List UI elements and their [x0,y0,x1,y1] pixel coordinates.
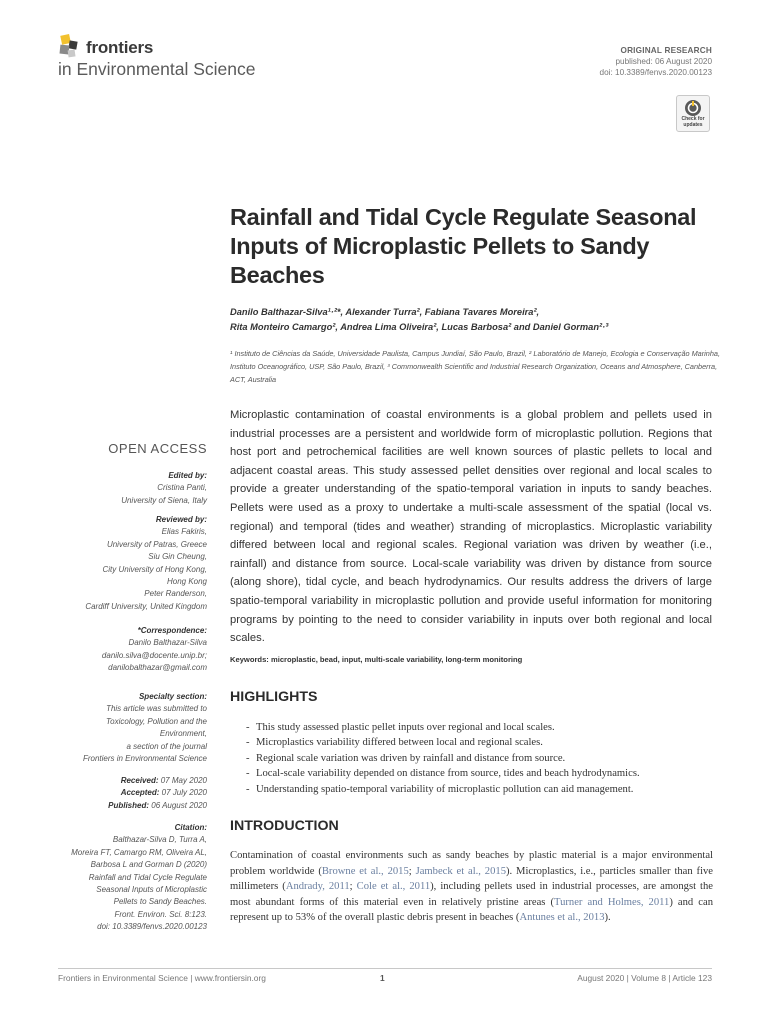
citation-link[interactable]: Browne et al., 2015 [321,865,409,877]
citation-line: Pellets to Sandy Beaches. [113,897,207,907]
citation-link[interactable]: Turner and Holmes, 2011 [554,896,670,908]
citation-block [40,822,207,934]
frontiers-logo-icon [58,34,82,60]
accepted-row [40,787,207,799]
highlight-text: Local-scale variability depended on distance from source, tides and beach hydrodynamics. [256,768,640,780]
citation-link[interactable]: Jambeck et al., 2015 [415,865,506,877]
citation-link[interactable]: Antunes et al., 2013 [519,912,605,924]
intro-text: ; [408,865,416,877]
highlight-item: - This study assessed plastic pellet inputs over regional and local scales. [246,722,555,733]
edited-by-block [40,470,207,507]
reviewer-line: Hong Kong [166,577,207,587]
citation-line: Rainfall and Tidal Cycle Regulate [88,872,207,882]
intro-text: ; [349,881,357,893]
highlight-item: - Understanding spatio-temporal variability of microplastic pollution can aid management. [246,783,634,795]
footer-journal: Frontiers in Environmental Science | www.frontiersin.org [58,973,266,983]
citation-line: Balthazar-Silva D, Turra A, [112,835,207,845]
intro-text: Contamination of coastal environments such as sandy beaches by plastic material is a major environmental problem worldwide ( [230,850,713,877]
reviewer-line: City University of Hong Kong, [102,564,207,574]
keywords-label: Keywords: [230,655,269,664]
reviewer-line: Cardiff University, United Kingdom [85,601,207,611]
correspondence-label: *Correspondence: [137,626,207,635]
article-type: ORIGINAL RESEARCH [620,46,712,55]
footer-divider [58,968,712,969]
highlights-heading: HIGHLIGHTS [230,689,318,705]
editor-line: University of Siena, Italy [121,495,207,505]
citation-line: Seasonal Inputs of Microplastic [96,885,207,895]
highlight-text: This study assessed plastic pellet inputs over regional and local scales. [256,722,555,733]
keywords [230,655,522,664]
published-date-sidebar: 06 August 2020 [151,800,207,810]
introduction-paragraph [230,848,713,926]
citation-link[interactable]: Andrady, 2011 [285,881,350,893]
published-label: Published: [108,800,150,810]
highlight-item: - Regional scale variation was driven by rainfall and distance from source. [246,752,566,764]
specialty-line: Environment, [159,729,207,739]
keywords-text: microplastic, bead, input, multi-scale variability, long-term monitoring [270,655,523,664]
published-date: published: 06 August 2020 [615,57,712,66]
editor-line: Cristina Panti, [157,483,207,493]
specialty-label: Specialty section: [138,692,207,701]
specialty-line: Toxicology, Pollution and the [106,716,207,726]
authors-line-1: Danilo Balthazar-Silva¹·²*, Alexander Turra², Fabiana Tavares Moreira², [230,307,540,317]
correspondence-email[interactable]: danilobalthazar@gmail.com [108,663,207,673]
article-meta-header [600,45,712,78]
accepted-label: Accepted: [120,788,160,798]
received-date: 07 May 2020 [160,776,207,785]
footer-volume: August 2020 | Volume 8 | Article 123 [577,973,712,983]
author-list [230,305,720,335]
highlight-text: Regional scale variation was driven by rainfall and distance from source. [256,752,566,764]
received-row [40,775,207,787]
check-updates-line2: updates [683,121,703,128]
abstract: Microplastic contamination of coastal environments is a global problem and pellets used in industrial processes are a persistent and worldwide form of microplastic pollution. Regions that host port and petrochemical facilities are well known sources of plastic pellets to local and adjacent coastal areas. This study assessed pellet densities over regional and local scales to provide a greater understanding of the spatio-temporal variation in inputs to sandy beaches. Pellets were used as a proxy to undertake a multi-scale assessment of the spatial (local vs. regional) and temporal (tides and weather) stranding of microplastics. Microplastic variability differed between local and regional scales. Regional variation was driven by weather (i.e., rainfall) and distance from source. Local-scale variability was driven by distance from source (along shore), tidal cycle, and beach hydrodynamics. Our results address the drivers of large spatio-temporal variability in microplastic pollution and provide useful information for monitoring programs by pointing to the need to consider variability in inputs over both regional and local scales. [230,409,712,645]
journal-logo [58,34,298,84]
reviewed-by-label: Reviewed by: [155,515,207,524]
correspondence-block [40,625,207,675]
check-updates-icon [684,99,702,117]
highlight-text: Understanding spatio-temporal variability of microplastic pollution can aid management. [256,783,634,795]
intro-text: ) and can represent up to 53% of the overall plastic debris present in beaches ( [230,896,713,924]
reviewer-line: Elias Fakiris, [161,527,207,537]
correspondence-email[interactable]: danilo.silva@docente.unip.br; [101,650,207,660]
accepted-date: 07 July 2020 [161,788,207,798]
page-number: 1 [380,973,385,983]
citation-line: Moreira FT, Camargo RM, Oliveira AL, [71,847,207,857]
edited-by-label: Edited by: [168,471,207,480]
journal-name: in Environmental Science [58,59,256,79]
intro-text: ). [604,912,611,924]
specialty-section-block [40,691,207,765]
highlight-text: Microplastics variability differed between local and regional scales. [256,737,543,749]
published-row [40,800,207,812]
intro-text: ). Microplastics, i.e., particles smaller than five millimeters ( [230,865,714,893]
highlight-item: - Microplastics variability differed between local and regional scales. [246,737,543,749]
correspondence-line: Danilo Balthazar-Silva [128,638,207,648]
authors-line-2: Rita Monteiro Camargo², Andrea Lima Oliveira², Lucas Barbosa² and Daniel Gorman²·³ [230,322,609,332]
citation-line: Front. Environ. Sci. 8:123. [114,909,207,919]
introduction-heading: INTRODUCTION [230,818,339,834]
reviewer-line: Peter Randerson, [144,589,207,599]
reviewer-line: University of Patras, Greece [106,539,207,549]
check-for-updates-badge[interactable] [676,95,710,132]
reviewer-line: Siu Gin Cheung, [148,552,207,562]
citation-line: Barbosa L and Gorman D (2020) [90,860,207,870]
doi-header: doi: 10.3389/fenvs.2020.00123 [599,68,712,77]
citation-label: Citation: [174,823,207,832]
dates-block [40,775,207,812]
highlights-list [246,720,716,797]
highlight-item: - Local-scale variability depended on distance from source, tides and beach hydrodynamics. [246,768,640,780]
check-updates-line1: Check for [681,116,705,122]
specialty-line: This article was submitted to [106,704,207,714]
open-access-label: OPEN ACCESS [108,441,207,456]
intro-text: ), including pellets used in industrial processes, are amongst the most abundant forms of this material even in relatively pristine areas ( [230,881,713,908]
article-title: Rainfall and Tidal Cycle Regulate Seasonal Inputs of Microplastic Pellets to Sandy Beaches [230,204,697,288]
received-label: Received: [120,776,159,785]
specialty-line: a section of the journal [126,741,207,751]
brand-name: frontiers [86,38,154,57]
specialty-line: Frontiers in Environmental Science [82,754,207,764]
citation-doi[interactable]: doi: 10.3389/fenvs.2020.00123 [97,922,207,932]
citation-link[interactable]: Cole et al., 2011 [356,881,431,893]
reviewed-by-block [40,514,207,613]
affiliations: ¹ Instituto de Ciências da Saúde, Universidade Paulista, Campus Jundiaí, São Paulo, Brazil, ² Laboratório de Manejo, Ecologia e Conservação Marinha, Instituto Oceanográfico, USP, São Paulo, Brazil, ³ Commonwealth Scientific and Industrial Research Organization, Oceans and Atmosphere, Canberra, ACT, Australia [230,349,720,385]
